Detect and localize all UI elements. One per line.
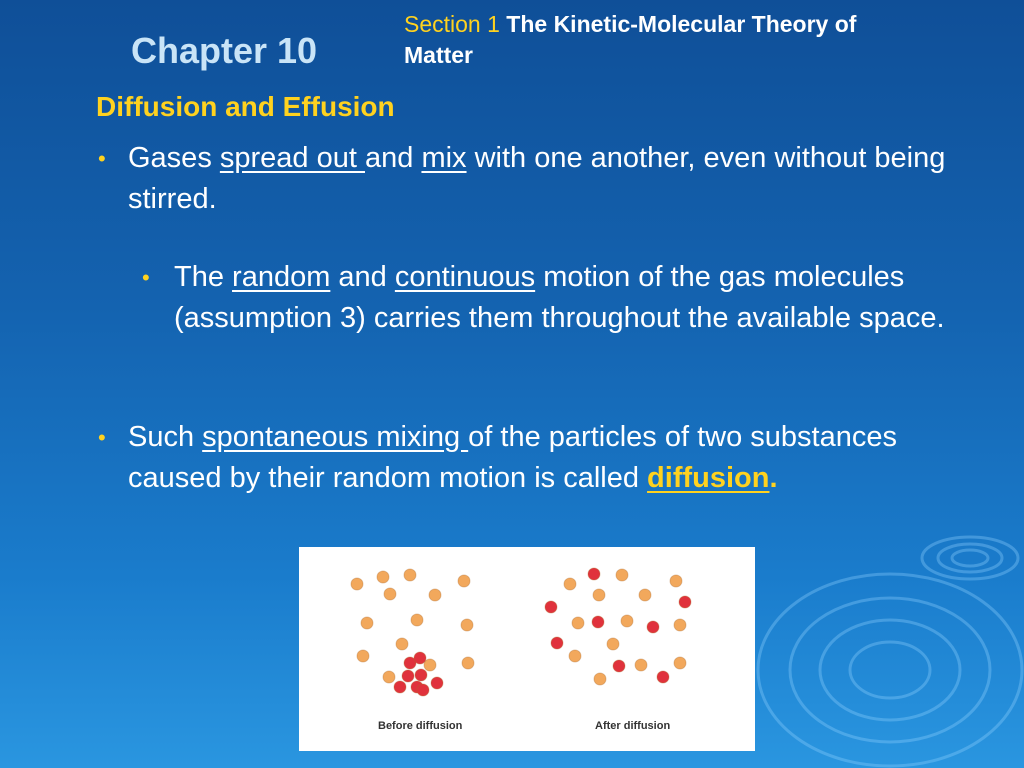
underlined-term: spontaneous mixing <box>202 421 469 453</box>
gas-b-particle <box>415 669 427 681</box>
bullet-gases-mix <box>98 138 958 220</box>
after-diffusion-caption: After diffusion <box>595 720 671 732</box>
text-run: The <box>174 261 233 293</box>
gas-a-particle <box>674 657 686 669</box>
gas-a-particle <box>411 614 423 626</box>
text-run: and <box>364 142 422 174</box>
text-run: Gases <box>128 142 220 174</box>
gas-a-particle <box>621 615 633 627</box>
bullet-dot: • <box>142 265 150 290</box>
gas-b-particle <box>657 671 669 683</box>
diffusion-illustration <box>299 547 755 751</box>
text-run: Such <box>128 421 203 453</box>
gas-a-particle <box>593 589 605 601</box>
section-title <box>404 9 864 71</box>
sub-bullet-random-motion <box>142 257 974 339</box>
gas-a-particle <box>635 659 647 671</box>
gas-b-particle <box>394 681 406 693</box>
text-run: motion of the gas molecules (assumption 3) carries them throughout the available space. <box>174 261 945 334</box>
diffusion-term: diffusion <box>647 462 770 494</box>
gas-a-particle <box>357 650 369 662</box>
chapter-title: Chapter 10 <box>131 30 318 71</box>
gas-a-particle <box>639 589 651 601</box>
gas-a-particle <box>458 575 470 587</box>
gas-b-particle <box>613 660 625 672</box>
gas-b-particle <box>402 670 414 682</box>
gas-a-particle <box>351 578 363 590</box>
gas-a-particle <box>461 619 473 631</box>
diffusion-figure <box>299 547 755 751</box>
bullet-diffusion-definition <box>98 417 958 499</box>
gas-b-particle <box>545 601 557 613</box>
text-run: of the particles of two substances caused by their random motion is called <box>128 421 897 494</box>
gas-a-particle <box>564 578 576 590</box>
gas-a-particle <box>572 617 584 629</box>
gas-a-particle <box>569 650 581 662</box>
after-diffusion-particles <box>545 568 691 685</box>
gas-a-particle <box>462 657 474 669</box>
gas-a-particle <box>674 619 686 631</box>
underlined-term: mix <box>421 142 467 174</box>
gas-b-particle <box>414 652 426 664</box>
gas-b-particle <box>647 621 659 633</box>
before-diffusion-particles <box>351 569 474 696</box>
gas-b-particle <box>551 637 563 649</box>
bullet-dot: • <box>98 425 106 450</box>
text-run: . <box>769 462 778 494</box>
gas-b-particle <box>417 684 429 696</box>
text-run: with one another, even without being stirred. <box>128 142 946 215</box>
gas-b-particle <box>679 596 691 608</box>
gas-a-particle <box>429 589 441 601</box>
gas-a-particle <box>361 617 373 629</box>
section-label: Section 1 <box>404 11 500 37</box>
underlined-term: continuous <box>394 261 536 293</box>
gas-b-particle <box>592 616 604 628</box>
gas-a-particle <box>383 671 395 683</box>
text-run: and <box>330 261 395 293</box>
before-diffusion-caption: Before diffusion <box>378 720 463 732</box>
underlined-term: random <box>232 261 331 293</box>
gas-b-particle <box>431 677 443 689</box>
gas-a-particle <box>396 638 408 650</box>
gas-a-particle <box>607 638 619 650</box>
section-name: The Kinetic-Molecular Theory of Matter <box>404 11 857 68</box>
gas-a-particle <box>616 569 628 581</box>
underlined-term: spread out <box>219 142 365 174</box>
bullet-dot: • <box>98 146 106 171</box>
gas-a-particle <box>594 673 606 685</box>
gas-a-particle <box>670 575 682 587</box>
gas-a-particle <box>377 571 389 583</box>
gas-a-particle <box>404 569 416 581</box>
gas-a-particle <box>384 588 396 600</box>
gas-b-particle <box>588 568 600 580</box>
slide-heading: Diffusion and Effusion <box>96 91 395 122</box>
